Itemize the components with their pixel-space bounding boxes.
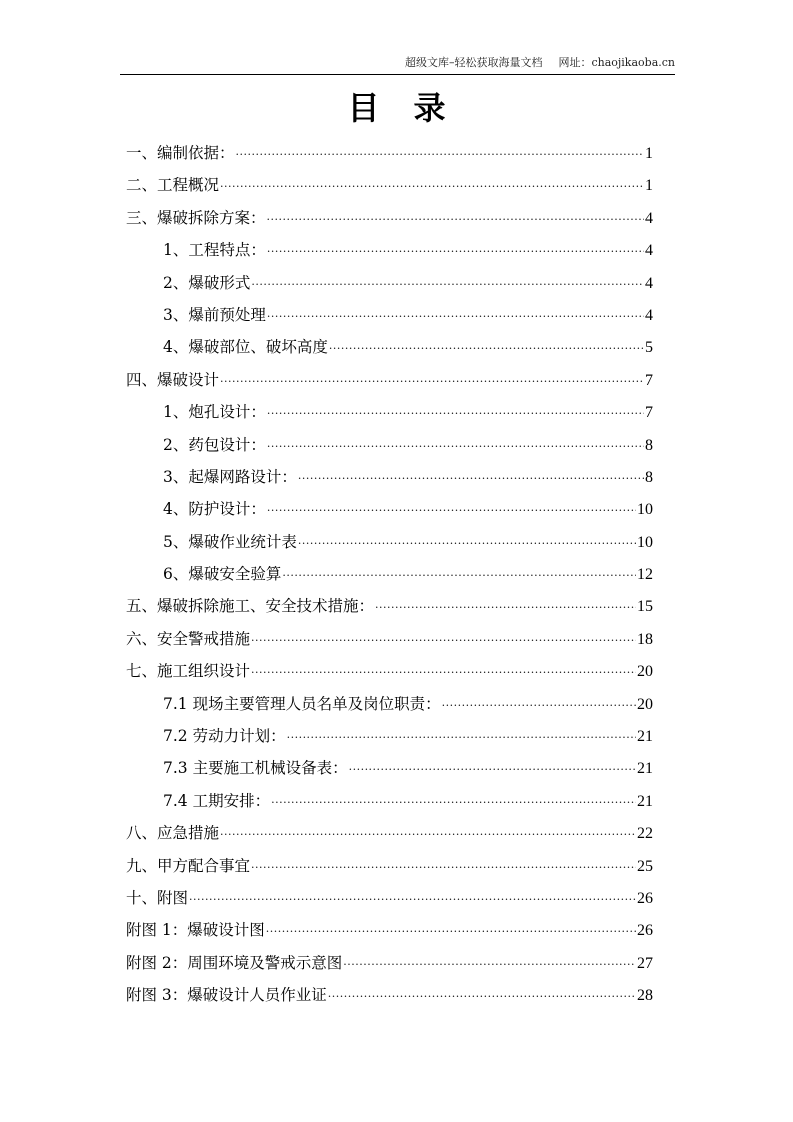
toc-dot-leader [298, 528, 636, 560]
toc-entry-page-number: 4 [645, 242, 653, 260]
toc-entry[interactable] [126, 299, 653, 331]
toc-entry[interactable] [126, 429, 653, 461]
toc-entry-label: 1、工程特点： [163, 241, 266, 260]
toc-dot-leader [220, 171, 644, 203]
toc-entry[interactable] [126, 817, 653, 849]
toc-dot-leader [375, 592, 636, 624]
header-site-slogan: 超级文库–轻松获取海量文档 [404, 56, 543, 69]
toc-entry-label: 附图 2：周围环境及警戒示意图 [126, 953, 343, 972]
page-header [120, 56, 675, 75]
toc-dot-leader [267, 431, 644, 463]
toc-entry[interactable] [126, 623, 653, 655]
toc-entry-page-number: 7 [645, 404, 653, 422]
toc-entry-label: 2、药包设计： [163, 435, 266, 454]
toc-entry[interactable] [126, 688, 653, 720]
toc-entry-page-number: 4 [645, 306, 653, 324]
toc-entry-page-number: 22 [637, 825, 653, 843]
toc-entry-page-number: 27 [637, 954, 653, 972]
toc-entry[interactable] [126, 267, 653, 299]
toc-dot-leader [251, 657, 636, 689]
toc-entry-label: 十、附图 [126, 888, 189, 907]
toc-entry[interactable] [126, 590, 653, 622]
document-title: 目录 [347, 89, 480, 127]
toc-entry-label: 2、爆破形式 [163, 273, 251, 292]
toc-entry[interactable] [126, 364, 653, 396]
toc-entry[interactable] [126, 979, 653, 1011]
toc-entry[interactable] [126, 202, 653, 234]
toc-entry[interactable] [126, 331, 653, 363]
toc-dot-leader [298, 463, 644, 495]
toc-entry-page-number: 4 [645, 209, 653, 227]
toc-entry[interactable] [126, 461, 653, 493]
toc-entry[interactable] [126, 785, 653, 817]
toc-entry[interactable] [126, 720, 653, 752]
toc-entry-label: 6、爆破安全验算 [163, 565, 282, 584]
toc-entry[interactable] [126, 493, 653, 525]
toc-entry-page-number: 5 [645, 339, 653, 357]
toc-entry-page-number: 26 [637, 889, 653, 907]
toc-dot-leader [267, 236, 644, 268]
toc-entry-label: 附图 3：爆破设计人员作业证 [126, 986, 327, 1005]
toc-dot-leader [271, 787, 636, 819]
toc-dot-leader [328, 981, 636, 1013]
toc-dot-leader [220, 366, 644, 398]
toc-dot-leader [220, 819, 636, 851]
toc-entry-page-number: 21 [637, 792, 653, 810]
toc-entry-page-number: 20 [637, 663, 653, 681]
toc-dot-leader [266, 916, 636, 948]
toc-dot-leader [251, 852, 636, 884]
toc-entry[interactable] [126, 558, 653, 590]
header-site-url: 网址：chaojikaoba.cn [558, 56, 675, 69]
toc-entry[interactable] [126, 137, 653, 169]
toc-entry-page-number: 10 [637, 501, 653, 519]
toc-dot-leader [267, 301, 644, 333]
toc-entry[interactable] [126, 655, 653, 687]
toc-dot-leader [267, 495, 636, 527]
toc-entry-label: 附图 1：爆破设计图 [126, 921, 265, 940]
toc-entry[interactable] [126, 882, 653, 914]
toc-entry-page-number: 12 [637, 566, 653, 584]
toc-entry-page-number: 7 [645, 371, 653, 389]
toc-entry-page-number: 8 [645, 468, 653, 486]
toc-entry[interactable] [126, 914, 653, 946]
toc-entry-label: 六、安全警戒措施 [126, 629, 251, 648]
toc-entry-page-number: 26 [637, 922, 653, 940]
toc-entry-label: 七、施工组织设计 [126, 662, 251, 681]
toc-dot-leader [236, 139, 644, 171]
toc-entry-page-number: 1 [645, 177, 653, 195]
toc-entry-label: 3、爆前预处理 [163, 305, 266, 324]
toc-dot-leader [287, 722, 636, 754]
toc-entry[interactable] [126, 850, 653, 882]
toc-entry-page-number: 21 [637, 728, 653, 746]
toc-entry-page-number: 1 [645, 145, 653, 162]
toc-entry-label: 7.4 工期安排： [163, 791, 271, 810]
toc-dot-leader [267, 204, 644, 236]
toc-dot-leader [329, 333, 644, 365]
toc-entry-label: 五、爆破拆除施工、安全技术措施： [126, 597, 375, 616]
toc-entry-label: 3、起爆网路设计： [163, 467, 297, 486]
toc-dot-leader [442, 690, 636, 722]
toc-entry-label: 九、甲方配合事宜 [126, 856, 251, 875]
toc-entry[interactable] [126, 752, 653, 784]
toc-entry-label: 7.1 现场主要管理人员名单及岗位职责： [163, 694, 441, 713]
toc-dot-leader [349, 754, 636, 786]
toc-entry-page-number: 21 [637, 760, 653, 778]
toc-entry-label: 二、工程概况 [126, 176, 220, 195]
toc-entry-page-number: 8 [645, 436, 653, 454]
toc-entry[interactable] [126, 526, 653, 558]
toc-entry-label: 7.3 主要施工机械设备表： [163, 759, 348, 778]
toc-entry-label: 1、炮孔设计： [163, 403, 266, 422]
toc-dot-leader [251, 269, 644, 301]
toc-entry-page-number: 20 [637, 695, 653, 713]
toc-entry[interactable] [126, 169, 653, 201]
toc-entry[interactable] [126, 396, 653, 428]
toc-entry-label: 八、应急措施 [126, 824, 220, 843]
toc-entry-label: 5、爆破作业统计表 [163, 532, 297, 551]
toc-entry[interactable] [126, 947, 653, 979]
toc-entry-label: 一、编制依据： [126, 144, 235, 162]
toc-entry-page-number: 4 [645, 274, 653, 292]
toc-dot-leader [282, 560, 636, 592]
toc-dot-leader [189, 884, 636, 916]
toc-entry-label: 4、防护设计： [163, 500, 266, 519]
toc-dot-leader [343, 949, 636, 981]
toc-entry-label: 四、爆破设计 [126, 370, 220, 389]
toc-entry-page-number: 10 [637, 533, 653, 551]
toc-entry-page-number: 18 [637, 630, 653, 648]
toc-entry[interactable] [126, 234, 653, 266]
toc-dot-leader [267, 398, 644, 430]
toc-entry-label: 三、爆破拆除方案： [126, 208, 266, 227]
toc-entry-page-number: 28 [637, 987, 653, 1005]
toc-dot-leader [251, 625, 636, 657]
table-of-contents [126, 137, 653, 1012]
toc-entry-label: 4、爆破部位、破坏高度 [163, 338, 328, 357]
toc-entry-page-number: 15 [637, 598, 653, 616]
toc-entry-page-number: 25 [637, 857, 653, 875]
toc-entry-label: 7.2 劳动力计划： [163, 727, 286, 746]
